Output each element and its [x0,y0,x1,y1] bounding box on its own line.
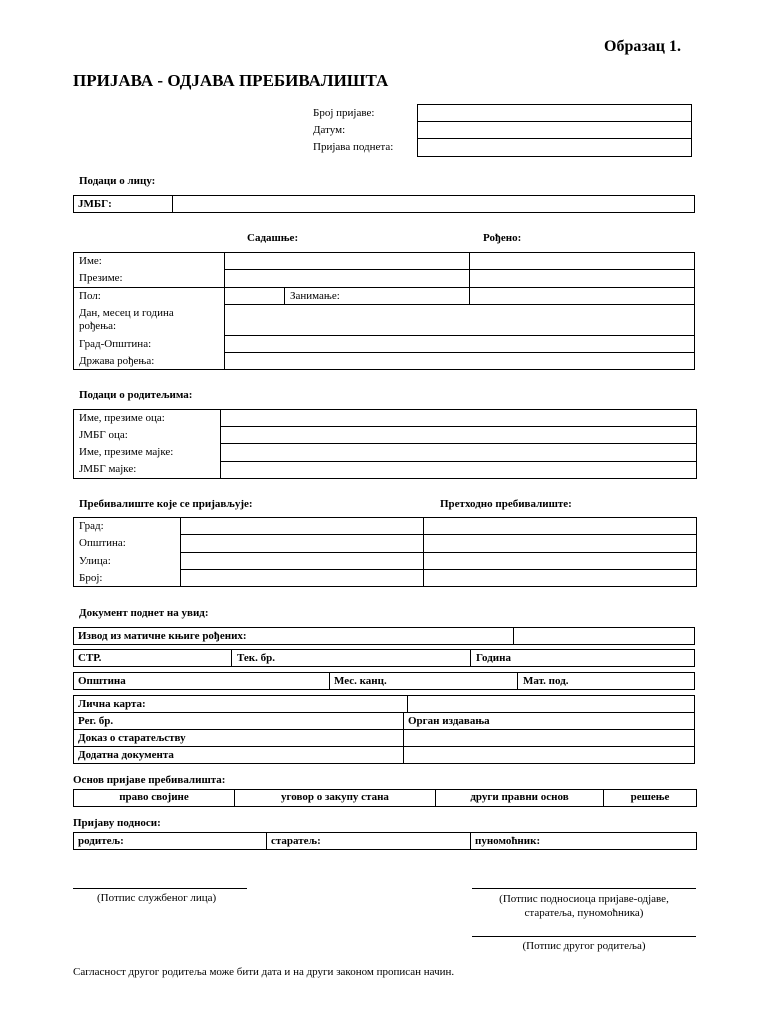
new-street-field[interactable] [180,552,424,570]
basis-decision-label: решење [630,791,670,803]
parents-section-title: Подаци о родитељима: [79,389,193,401]
father-name-label: Име, презиме оца: [79,412,165,424]
sex-label: Пол: [79,290,101,302]
official-signature-caption: (Потпис службеног лица) [97,892,217,904]
basis-ownership-option[interactable] [73,789,235,807]
submitter-parent-label: родитељ: [78,835,124,847]
submitter-proxy-label: пуномоћник: [475,835,541,847]
last-name-label: Презиме: [79,272,123,284]
residence-municipality-label: Општина: [79,537,126,549]
submitter-guardian-cell[interactable] [266,832,471,850]
form-number: Образац 1. [604,38,681,55]
birth-extract-label: Извод из матичне књиге рођених: [78,630,247,642]
additional-docs-field[interactable] [403,746,695,764]
issuer-label: Орган издавања [408,715,490,727]
registration-date-label: Датум: [313,124,346,136]
footer-note: Сагласност другог родитеља може бити дата и на други законом прописан начин. [73,966,455,978]
mes-kanc-label: Мес. канц. [334,675,387,687]
mat-pod-cell[interactable] [517,672,695,690]
doc-municipality-label: Општина [78,675,126,687]
birth-country-label: Држава рођења: [79,355,155,367]
basis-lease-label: уговор о закупу стана [281,791,389,803]
birth-city-field[interactable] [224,335,695,353]
submitter-signature-caption [472,892,696,921]
tek-br-label: Тек. бр. [237,652,276,664]
new-number-field[interactable] [180,569,424,587]
reg-no-label: Рег. бр. [78,715,114,727]
guardianship-cell [73,729,404,747]
submitter-section-title: Пријаву подноси: [73,817,161,829]
mother-jmbg-label: ЈМБГ мајке: [79,463,137,475]
id-card-cell [73,695,408,713]
jmbg-label: ЈМБГ: [78,198,112,210]
basis-lease-option[interactable] [234,789,436,807]
occupation-field[interactable] [284,287,470,305]
mat-pod-label: Мат. под. [523,675,569,687]
registration-number-label: Број пријаве: [313,107,375,119]
submitter-proxy-cell[interactable] [470,832,697,850]
page-title: ПРИЈАВА - ОДЈАВА ПРЕБИВАЛИШТА [73,71,389,90]
new-municipality-field[interactable] [180,534,424,553]
basis-decision-option[interactable] [603,789,697,807]
registration-number-field[interactable] [417,104,692,122]
year-cell[interactable] [470,649,695,667]
submitter-signature-caption-line2: старатеља, пуномоћника) [524,907,644,920]
new-city-field[interactable] [180,517,424,535]
prev-number-field[interactable] [423,569,697,587]
sex-born-field[interactable] [469,287,695,305]
basis-other-legal-label: други правни основ [470,791,569,803]
person-divider [73,287,225,288]
str-cell[interactable] [73,649,232,667]
current-header: Садашње: [247,232,299,244]
registration-submitted-field[interactable] [417,138,692,157]
residence-number-label: Број: [79,572,103,584]
submitter-signature-line[interactable] [472,888,696,889]
first-name-born-field[interactable] [469,252,695,270]
basis-section-title: Основ пријаве пребивалишта: [73,774,226,786]
registration-submitted-label: Пријава поднета: [313,141,394,153]
mother-name-field[interactable] [220,443,697,462]
mother-jmbg-field[interactable] [220,461,697,479]
year-label: Година [476,652,511,664]
jmbg-label-cell [73,195,173,213]
occupation-label: Занимање: [290,290,340,302]
born-header: Рођено: [483,232,522,244]
submitter-signature-caption-line1: (Потпис подносиоца пријаве-одјаве, [499,893,669,905]
birth-country-field[interactable] [224,352,695,370]
guardianship-label: Доказ о старатељству [78,732,186,744]
id-card-label: Лична карта: [78,698,146,710]
documents-section-title: Документ поднет на увид: [79,607,209,619]
mother-name-label: Име, презиме мајке: [79,446,174,458]
str-label: СТР. [78,652,102,664]
residence-street-label: Улица: [79,555,111,567]
mes-kanc-cell[interactable] [329,672,518,690]
father-jmbg-field[interactable] [220,426,697,444]
last-name-born-field[interactable] [469,269,695,288]
reg-no-cell[interactable] [73,712,404,730]
other-parent-signature-line[interactable] [472,936,696,937]
birth-date-field[interactable] [224,304,695,336]
tek-br-cell[interactable] [231,649,471,667]
person-section-title: Подаци о лицу: [79,175,156,187]
issuer-cell[interactable] [403,712,695,730]
submitter-parent-cell[interactable] [73,832,267,850]
submitter-guardian-label: старатељ: [271,835,321,847]
father-jmbg-label: ЈМБГ оца: [79,429,128,441]
birth-date-label-line2: рођења: [79,320,117,332]
birth-extract-cell [73,627,514,645]
residence-city-label: Град: [79,520,104,532]
birth-extract-field[interactable] [513,627,695,645]
basis-other-legal-option[interactable] [435,789,604,807]
birth-date-label-line1: Дан, месец и година [79,307,174,319]
father-name-field[interactable] [220,409,697,427]
prev-street-field[interactable] [423,552,697,570]
doc-municipality-cell[interactable] [73,672,330,690]
additional-docs-label: Додатна документа [78,749,174,761]
other-parent-signature-caption: (Потпис другог родитеља) [522,940,646,952]
jmbg-field[interactable] [172,195,695,213]
id-card-field[interactable] [407,695,695,713]
first-name-label: Име: [79,255,102,267]
additional-docs-cell [73,746,404,764]
first-name-current-field[interactable] [224,252,470,270]
registration-date-field[interactable] [417,121,692,139]
guardianship-field[interactable] [403,729,695,747]
previous-residence-title: Претходно пребивалиште: [440,498,572,510]
official-signature-line[interactable] [73,888,247,889]
last-name-current-field[interactable] [224,269,470,288]
sex-field[interactable] [224,287,285,305]
prev-municipality-field[interactable] [423,534,697,553]
birth-city-label: Град-Општина: [79,338,152,350]
basis-ownership-label: право својине [119,791,189,803]
new-residence-title: Пребивалиште које се пријављује: [79,498,253,510]
prev-city-field[interactable] [423,517,697,535]
